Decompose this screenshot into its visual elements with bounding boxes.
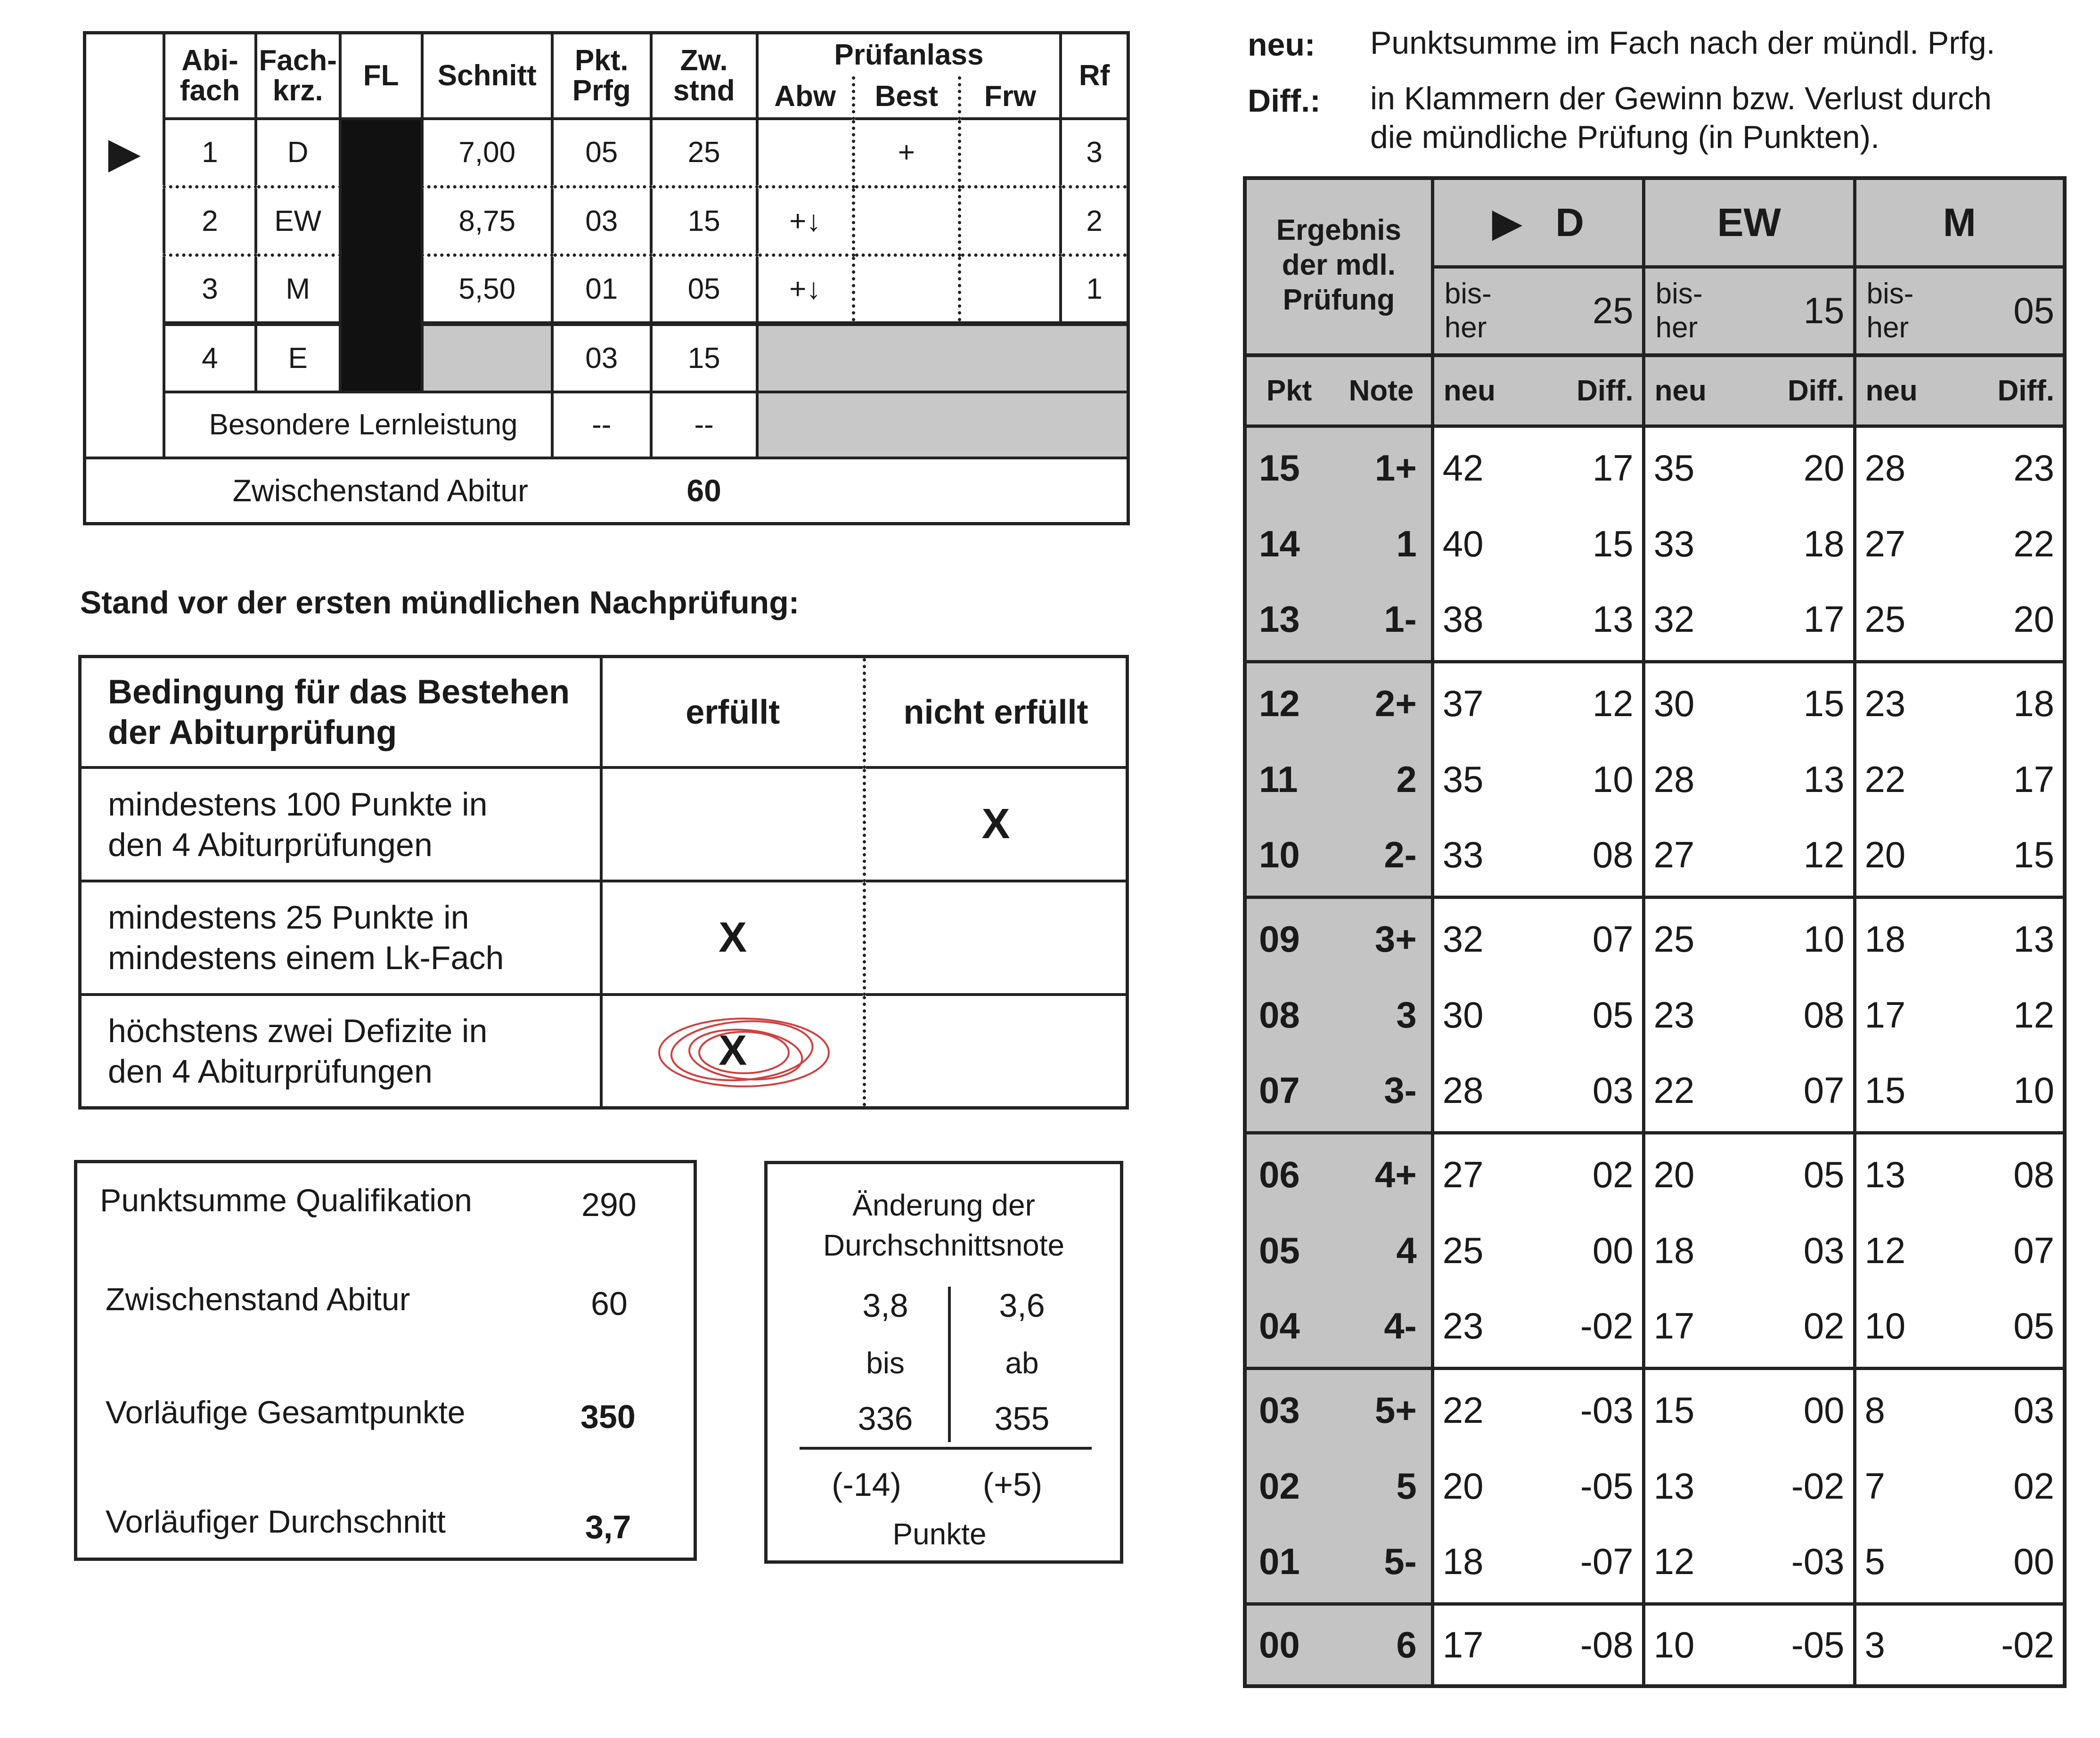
d-diff-cell: -08 (1508, 1604, 1643, 1686)
ew-diff-cell: 02 (1719, 1286, 1855, 1368)
condition-line2: den 4 Abiturprüfungen (108, 826, 433, 863)
m-neu-cell: 25 (1855, 579, 1930, 661)
d-neu-cell: 22 (1442, 1389, 1484, 1431)
left-word: bis (866, 1346, 905, 1380)
abw-cell (757, 119, 854, 187)
zw-stnd-header: Zw. stnd (651, 33, 757, 119)
m-diff-cell: 12 (2013, 994, 2054, 1036)
d-neu-cell: 27 (1442, 1153, 1484, 1195)
marker-cell (85, 392, 164, 458)
table-row (85, 187, 1128, 255)
pkt-cell: 04 (1245, 1286, 1332, 1368)
oral-exam-result-table (1243, 176, 2067, 1688)
grade-change-box (764, 1161, 1123, 1564)
pruefanlass-gray-cell (757, 324, 1128, 392)
right-grade: 3,6 (999, 1287, 1045, 1324)
change-title-line2: Durchschnittsnote (823, 1228, 1065, 1262)
table-row (85, 119, 1128, 187)
m-diff-cell: 23 (2013, 447, 2054, 489)
m-diff-cell: 03 (2013, 1389, 2054, 1431)
note-cell: 5 (1332, 1451, 1432, 1521)
result-row (1245, 1451, 2065, 1521)
result-body (1245, 426, 2065, 1686)
sum-line (800, 1447, 1092, 1450)
fach-cell: D (256, 119, 340, 187)
d-diff-cell: -07 (1508, 1521, 1643, 1604)
note-cell: 4- (1332, 1286, 1432, 1368)
ew-diff-cell: 07 (1719, 1050, 1855, 1133)
note-header: Note (1332, 355, 1432, 426)
schnitt-cell: 7,00 (422, 119, 552, 187)
d-neu-cell: 23 (1432, 1286, 1508, 1368)
m-neu-cell: 17 (1864, 994, 1906, 1036)
result-row (1245, 1604, 2065, 1686)
frw-header: Frw (959, 76, 1061, 119)
abifach-cell: 3 (164, 255, 255, 324)
condition-text (80, 995, 602, 1108)
fach-cell: EW (256, 187, 340, 255)
d-diff-cell: 12 (1508, 661, 1643, 744)
ew-neu-cell: 18 (1653, 1229, 1695, 1271)
pkt-cell: 01 (1245, 1521, 1332, 1604)
d-neu-cell: 30 (1442, 994, 1484, 1036)
ew-diff-cell: 12 (1719, 815, 1855, 897)
result-row (1245, 579, 2065, 661)
note-cell: 3- (1332, 1050, 1432, 1133)
table-row (80, 767, 1128, 881)
center-divider (948, 1287, 951, 1442)
schnitt-cell: 8,75 (422, 187, 552, 255)
subject-name: D (1555, 200, 1584, 245)
result-row (1245, 815, 2065, 897)
pkt-cell: 10 (1245, 815, 1332, 897)
diff-header: Diff. (1930, 355, 2065, 426)
ew-neu-cell: 32 (1643, 579, 1719, 661)
change-title-line1: Änderung der (852, 1188, 1035, 1222)
zwischenstand-label: Zwischenstand Abitur (85, 458, 651, 524)
pkt-cell: 03 (552, 187, 651, 255)
m-diff-cell: 22 (2013, 522, 2054, 564)
bisher-value: 05 (1930, 267, 2065, 355)
d-neu-cell: 32 (1442, 918, 1484, 960)
ew-diff-cell: -02 (1719, 1451, 1855, 1521)
ew-neu-cell: 33 (1653, 522, 1695, 564)
diff-header: Diff. (1508, 355, 1643, 426)
ew-diff-cell: 20 (1719, 426, 1855, 508)
fl-redacted (340, 119, 422, 392)
besondere-label: Besondere Lernleistung (164, 392, 552, 458)
bisher-value: 25 (1508, 267, 1643, 355)
best-cell (853, 187, 959, 255)
m-diff-cell: 15 (1930, 815, 2065, 897)
abifach-cell: 2 (164, 187, 255, 255)
note-cell: 3 (1332, 979, 1432, 1050)
rf-cell: 3 (1061, 119, 1128, 187)
bisher-label: bis- her (1432, 267, 1508, 355)
ew-neu-cell: 17 (1643, 1286, 1719, 1368)
red-pen-circle-icon (650, 1005, 838, 1100)
m-neu-cell: 15 (1855, 1050, 1930, 1133)
note-cell: 6 (1332, 1604, 1432, 1686)
pkt-cell: 07 (1245, 1050, 1332, 1133)
d-diff-cell: 10 (1508, 744, 1643, 815)
d-neu-cell: 28 (1432, 1050, 1508, 1133)
d-neu-cell: 35 (1442, 758, 1484, 800)
condition-line1: mindestens 100 Punkte in (108, 785, 488, 823)
result-row (1245, 1050, 2065, 1133)
m-neu-cell: 20 (1855, 815, 1930, 897)
result-row (1245, 979, 2065, 1050)
condition-line1: mindestens 25 Punkte in (108, 899, 469, 936)
d-neu-cell: 25 (1442, 1229, 1484, 1271)
d-neu-cell: 42 (1442, 447, 1484, 489)
ew-diff-cell: 05 (1719, 1133, 1855, 1215)
fl-header: FL (340, 33, 422, 119)
best-header: Best (853, 76, 959, 119)
nicht-erfuellt-mark (864, 881, 1127, 995)
summary-label: Zwischenstand Abitur (106, 1281, 410, 1317)
m-neu-cell: 22 (1864, 758, 1906, 800)
summary-label: Vorläufiger Durchschnitt (106, 1504, 446, 1540)
abw-cell: +↓ (757, 187, 854, 255)
fachkrz-header: Fach- krz. (256, 33, 340, 119)
d-diff-cell: 07 (1508, 897, 1643, 979)
note-cell: 1- (1332, 579, 1432, 661)
frw-cell (959, 187, 1061, 255)
marker-cell (85, 187, 164, 255)
result-row (1245, 661, 2065, 744)
m-neu-cell: 7 (1864, 1465, 1885, 1507)
pkt-cell: 13 (1245, 579, 1332, 661)
nicht-erfuellt-header: nicht erfüllt (864, 657, 1127, 768)
result-row (1245, 426, 2065, 508)
schnitt-cell: 5,50 (422, 255, 552, 324)
note-cell: 5- (1332, 1521, 1432, 1604)
m-diff-cell: 02 (2013, 1465, 2054, 1507)
bisher-label: bis- her (1643, 267, 1719, 355)
right-diff: (+5) (982, 1466, 1043, 1503)
note-cell: 1 (1332, 508, 1432, 579)
m-diff-cell: 20 (1930, 579, 2065, 661)
d-neu-cell: 17 (1442, 1624, 1484, 1665)
pkt-header: Pkt (1245, 355, 1332, 426)
neu-header: neu (1643, 355, 1719, 426)
ew-diff-cell: 03 (1719, 1215, 1855, 1286)
m-neu-cell: 8 (1864, 1389, 1885, 1431)
fach-cell: M (256, 255, 340, 324)
bisher-value: 15 (1719, 267, 1855, 355)
ew-diff-cell: 10 (1719, 897, 1855, 979)
d-diff-cell: -03 (1508, 1368, 1643, 1451)
result-row (1245, 1368, 2065, 1451)
neu-header: neu (1855, 355, 1930, 426)
d-diff-cell: 03 (1508, 1050, 1643, 1133)
pkt-cell: 08 (1245, 979, 1332, 1050)
ew-neu-cell: 30 (1653, 682, 1695, 724)
m-diff-cell: 10 (1930, 1050, 2065, 1133)
d-neu-cell: 20 (1442, 1465, 1484, 1507)
pkt-cell: 05 (1245, 1215, 1332, 1286)
d-neu-cell: 37 (1442, 682, 1484, 724)
m-neu-cell: 5 (1855, 1521, 1930, 1604)
right-word: ab (1005, 1346, 1039, 1380)
d-diff-cell: -05 (1508, 1451, 1643, 1521)
conditions-header-row (80, 657, 1128, 768)
abw-cell: +↓ (757, 255, 854, 324)
result-row (1245, 1133, 2065, 1215)
d-diff-cell: 15 (1508, 508, 1643, 579)
zw-cell: 15 (651, 324, 757, 392)
ew-diff-cell: 15 (1719, 661, 1855, 744)
ew-diff-cell: 18 (1719, 508, 1855, 579)
zw-cell: 15 (651, 187, 757, 255)
zwischenstand-empty (757, 458, 1128, 524)
result-row (1245, 744, 2065, 815)
m-diff-cell: 08 (2013, 1153, 2054, 1195)
besondere-zw: -- (651, 392, 757, 458)
pkt-cell: 03 (552, 324, 651, 392)
d-diff-cell: 17 (1508, 426, 1643, 508)
subject-header-m: M (1855, 178, 2065, 267)
pruefanlass-header: Prüfanlass (757, 33, 1061, 76)
current-row-marker-icon: ▶ (85, 119, 164, 187)
d-diff-cell: 02 (1508, 1133, 1643, 1215)
result-header-row (1245, 178, 2065, 267)
ew-neu-cell: 10 (1653, 1624, 1695, 1665)
bisher-label: bis- her (1855, 267, 1930, 355)
ew-neu-cell: 27 (1643, 815, 1719, 897)
summary-label: Vorläufige Gesamtpunkte (106, 1395, 466, 1430)
note-cell: 5+ (1332, 1368, 1432, 1451)
pkt-cell: 00 (1245, 1604, 1332, 1686)
note-cell: 2 (1332, 744, 1432, 815)
subject-header-d (1432, 178, 1643, 267)
frw-cell (959, 255, 1061, 324)
table-row (85, 324, 1128, 392)
d-diff-cell: 05 (1508, 979, 1643, 1050)
nicht-erfuellt-mark (864, 995, 1127, 1108)
summary-box (74, 1160, 697, 1561)
legend-neu-text: Punktsumme im Fach nach der mündl. Prfg. (1370, 25, 1995, 61)
ew-diff-cell: 08 (1719, 979, 1855, 1050)
current-subject-marker-icon: ▶ (1492, 200, 1523, 245)
marker-header (85, 33, 164, 119)
pkt-cell: 02 (1245, 1451, 1332, 1521)
result-row (1245, 1286, 2065, 1368)
corner-header (1245, 178, 1432, 355)
note-cell: 2- (1332, 815, 1432, 897)
ew-diff-cell: 00 (1719, 1368, 1855, 1451)
corner-line3: Prüfung (1283, 284, 1395, 316)
ew-diff-cell: 13 (1719, 744, 1855, 815)
column-header-row (1245, 355, 2065, 426)
erfuellt-mark (601, 767, 864, 881)
abifach-cell: 4 (164, 324, 255, 392)
condition-text (80, 767, 602, 881)
pkt-cell: 06 (1245, 1133, 1332, 1215)
summary-value: 3,7 (585, 1509, 631, 1545)
rf-header: Rf (1061, 33, 1128, 119)
abw-header: Abw (757, 76, 854, 119)
nicht-erfuellt-mark: X (864, 767, 1127, 881)
result-row (1245, 897, 2065, 979)
abifach-header: Abi- fach (164, 33, 255, 119)
m-diff-cell: -02 (2001, 1624, 2054, 1665)
ew-diff-cell: -03 (1719, 1521, 1855, 1604)
note-cell: 4 (1332, 1215, 1432, 1286)
m-neu-cell: 3 (1864, 1624, 1885, 1665)
condition-text (80, 881, 602, 995)
stand-heading: Stand vor der ersten mündlichen Nachprüfung: (80, 585, 800, 620)
change-unit: Punkte (892, 1517, 987, 1551)
pkt-cell: 05 (552, 119, 651, 187)
pkt-cell: 15 (1245, 426, 1332, 508)
result-row (1245, 1521, 2065, 1604)
ew-neu-cell: 25 (1653, 918, 1695, 960)
exam-subjects-table (83, 31, 1130, 525)
bedingung-header: Bedingung für das Bestehen der Abiturprüfung (80, 657, 602, 768)
pkt-prfg-header: Pkt. Prfg (552, 33, 651, 119)
summary-value: 60 (591, 1285, 628, 1322)
erfuellt-mark: X (601, 881, 864, 995)
right-points: 355 (994, 1400, 1050, 1437)
erfuellt-mark (601, 995, 864, 1108)
table-row (85, 255, 1128, 324)
zw-cell: 25 (651, 119, 757, 187)
m-diff-cell: 05 (1930, 1286, 2065, 1368)
conditions-table (78, 655, 1129, 1110)
d-diff-cell: 00 (1508, 1215, 1643, 1286)
zw-cell: 05 (651, 255, 757, 324)
ew-neu-cell: 12 (1643, 1521, 1719, 1604)
d-diff-cell: 13 (1508, 579, 1643, 661)
m-neu-cell: 10 (1855, 1286, 1930, 1368)
note-cell: 2+ (1332, 661, 1432, 744)
left-points: 336 (858, 1400, 913, 1437)
m-neu-cell: 18 (1864, 918, 1906, 960)
schnitt-gray-cell (422, 324, 552, 392)
m-neu-cell: 23 (1864, 682, 1906, 724)
subject-header-ew: EW (1643, 178, 1855, 267)
pkt-cell: 03 (1245, 1368, 1332, 1451)
d-neu-cell: 18 (1432, 1521, 1508, 1604)
ew-neu-cell: 22 (1643, 1050, 1719, 1133)
note-cell: 1+ (1332, 426, 1432, 508)
ew-neu-cell: 23 (1653, 994, 1695, 1036)
d-neu-cell: 38 (1432, 579, 1508, 661)
legend-diff-text-line1: in Klammern der Gewinn bzw. Verlust durch (1370, 81, 1992, 116)
condition-line2: mindestens einem Lk-Fach (108, 939, 504, 977)
d-neu-cell: 40 (1442, 522, 1484, 564)
m-diff-cell: 18 (2013, 682, 2054, 724)
ew-neu-cell: 13 (1653, 1465, 1695, 1507)
ew-neu-cell: 28 (1653, 758, 1695, 800)
fach-cell: E (256, 324, 340, 392)
zwischenstand-value: 60 (651, 458, 757, 524)
erfuellt-mark-text: X (719, 1027, 747, 1075)
legend-diff-text-line2: die mündliche Prüfung (in Punkten). (1370, 119, 1880, 155)
m-diff-cell: 17 (2013, 758, 2054, 800)
d-diff-cell: 08 (1508, 815, 1643, 897)
result-row (1245, 508, 2065, 579)
abifach-cell: 1 (164, 119, 255, 187)
pkt-cell: 11 (1245, 744, 1332, 815)
marker-cell (85, 255, 164, 324)
left-grade: 3,8 (862, 1287, 908, 1324)
left-diff: (-14) (832, 1466, 901, 1503)
pkt-cell: 09 (1245, 897, 1332, 979)
summary-label: Punktsumme Qualifikation (100, 1183, 472, 1218)
m-diff-cell: 07 (2013, 1229, 2054, 1271)
ew-neu-cell: 35 (1653, 447, 1695, 489)
frw-cell (959, 119, 1061, 187)
best-cell (853, 255, 959, 324)
marker-cell (85, 324, 164, 392)
note-cell: 4+ (1332, 1133, 1432, 1215)
summary-value: 350 (580, 1398, 636, 1435)
ew-neu-cell: 15 (1653, 1389, 1695, 1431)
m-diff-cell: 13 (2013, 918, 2054, 960)
best-cell: + (853, 119, 959, 187)
corner-line1: Ergebnis (1276, 214, 1402, 246)
neu-header: neu (1432, 355, 1508, 426)
diff-header: Diff. (1719, 355, 1855, 426)
summary-value: 290 (581, 1186, 637, 1223)
note-cell: 3+ (1332, 897, 1432, 979)
m-neu-cell: 28 (1864, 447, 1906, 489)
ew-diff-cell: 17 (1719, 579, 1855, 661)
m-neu-cell: 12 (1864, 1229, 1906, 1271)
d-diff-cell: -02 (1508, 1286, 1643, 1368)
condition-line2: den 4 Abiturprüfungen (108, 1053, 433, 1090)
pkt-cell: 14 (1245, 508, 1332, 579)
rf-cell: 2 (1061, 187, 1128, 255)
erfuellt-header: erfüllt (601, 657, 864, 768)
condition-line1: höchstens zwei Defizite in (108, 1012, 488, 1049)
table-row (80, 881, 1128, 995)
table-row (80, 995, 1128, 1108)
besondere-gray-cell (757, 392, 1128, 458)
ew-diff-cell: -05 (1719, 1604, 1855, 1686)
pkt-cell: 12 (1245, 661, 1332, 744)
legend-diff-key: Diff.: (1248, 83, 1321, 119)
legend-neu-key: neu: (1248, 27, 1316, 63)
pkt-cell: 01 (552, 255, 651, 324)
d-neu-cell: 33 (1432, 815, 1508, 897)
table-row (85, 392, 1128, 458)
corner-line2: der mdl. (1282, 249, 1396, 281)
besondere-pkt: -- (552, 392, 651, 458)
rf-cell: 1 (1061, 255, 1128, 324)
result-row (1245, 1215, 2065, 1286)
ew-neu-cell: 20 (1653, 1153, 1695, 1195)
table-row (85, 458, 1128, 524)
schnitt-header: Schnitt (422, 33, 552, 119)
m-diff-cell: 00 (1930, 1521, 2065, 1604)
m-neu-cell: 27 (1864, 522, 1906, 564)
m-neu-cell: 13 (1864, 1153, 1906, 1195)
